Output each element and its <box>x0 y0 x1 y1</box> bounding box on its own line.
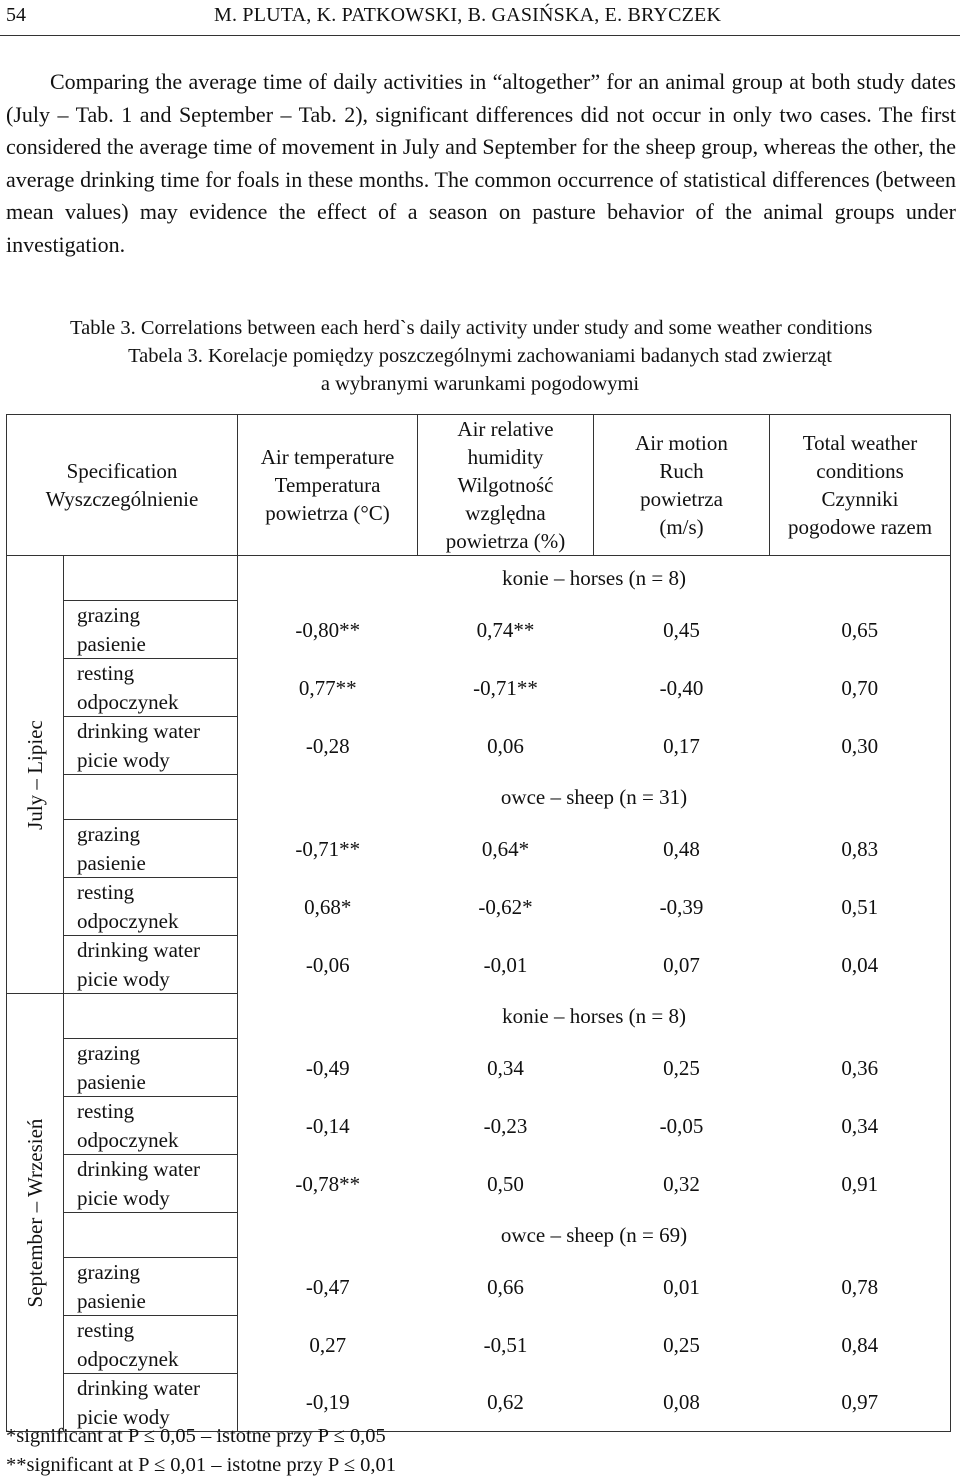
activity-cell <box>64 1258 238 1316</box>
table-row <box>7 717 951 775</box>
activity-blank-cell <box>64 1213 238 1258</box>
footnote-significant-005: *significant at P ≤ 0,05 – istotne przy P ≤ 0,05 <box>6 1425 386 1447</box>
activity-blank-cell <box>64 556 238 601</box>
header-air-humidity-line1: Air relative <box>457 417 554 441</box>
value-air-temperature: -0,28 <box>305 733 350 758</box>
header-air-humidity-line3: Wilgotność <box>457 473 554 497</box>
value-air-humidity: -0,51 <box>483 1332 528 1357</box>
value-air-humidity: -0,62* <box>478 894 533 919</box>
activity-cell <box>64 1097 238 1155</box>
group-row <box>7 994 951 1039</box>
value-total-weather: 0,34 <box>841 1113 879 1138</box>
value-air-humidity: 0,74** <box>476 617 535 642</box>
header-air-motion-line3: powietrza <box>640 487 723 511</box>
value-air-motion: 0,25 <box>663 1055 700 1080</box>
table-row <box>7 1316 951 1374</box>
header-air-motion-line2: Ruch <box>659 459 704 483</box>
value-air-humidity: 0,34 <box>487 1055 524 1080</box>
value-total-weather: 0,70 <box>841 675 879 700</box>
value-air-motion: 0,25 <box>663 1332 700 1357</box>
value-air-humidity: 0,50 <box>487 1171 524 1196</box>
value-air-humidity: -0,23 <box>483 1113 528 1138</box>
value-total-weather: 0,84 <box>841 1332 879 1357</box>
value-air-temperature: -0,78** <box>295 1171 361 1196</box>
header-air-humidity-line2: humidity <box>467 445 544 469</box>
table-caption-polish-line2: a wybranymi warunkami pogodowymi <box>320 373 640 395</box>
header-rule <box>0 35 960 36</box>
activity-polish: picie wody <box>77 747 170 772</box>
header-air-motion-line1: Air motion <box>635 431 728 455</box>
header-air-temperature <box>238 415 418 556</box>
activity-polish: odpoczynek <box>77 908 179 933</box>
body-paragraph: Comparing the average time of daily activities in “altogether” for an animal group at both study dates (July – Tab. 1 and September – Tab. 2), significant differences did not occur in only two cases. The first considered the average time of movement in July and September for the sheep group, whereas the other, the average drinking time for foals in these months. The common occurrence of statistical differences (between mean values) may evidence the effect of a season on pasture behavior of the animal groups under investigation. <box>6 69 956 257</box>
value-air-humidity: 0,66 <box>487 1274 524 1299</box>
activity-english: resting <box>77 1099 135 1123</box>
header-air-humidity-line4: względna <box>465 501 546 525</box>
table-row <box>7 1155 951 1213</box>
activity-english: grazing <box>77 822 140 846</box>
period-label: July – Lipiec <box>23 719 47 830</box>
activity-polish: picie wody <box>77 966 170 991</box>
activity-polish: odpoczynek <box>77 689 179 714</box>
value-air-motion: 0,45 <box>663 617 700 642</box>
header-specification-en: Specification <box>66 459 178 483</box>
value-air-motion: 0,32 <box>663 1171 700 1196</box>
header-total-weather-line4: pogodowe razem <box>788 515 933 539</box>
table-row <box>7 1039 951 1097</box>
value-total-weather: 0,04 <box>841 952 879 977</box>
activity-polish: picie wody <box>77 1185 170 1210</box>
activity-english: resting <box>77 880 135 904</box>
group-label: owce – sheep (n = 31) <box>500 785 688 809</box>
header-specification <box>7 415 238 556</box>
activity-english: drinking water <box>77 1157 201 1181</box>
activity-cell <box>64 1316 238 1374</box>
value-air-temperature: -0,80** <box>295 617 361 642</box>
value-air-temperature: -0,14 <box>305 1113 350 1138</box>
activity-polish: pasienie <box>77 631 146 656</box>
correlation-table-body <box>7 415 951 1432</box>
header-specification-pl: Wyszczególnienie <box>45 487 199 511</box>
footnotes <box>6 1422 396 1479</box>
value-air-humidity: -0,71** <box>473 675 538 700</box>
page-header <box>0 0 960 40</box>
group-label: owce – sheep (n = 69) <box>500 1223 688 1247</box>
activity-polish: odpoczynek <box>77 1346 179 1371</box>
header-total-weather <box>770 415 951 556</box>
period-label: September – Wrzesień <box>23 1118 47 1307</box>
header-air-temperature-line1: Air temperature <box>260 445 395 469</box>
value-air-humidity: 0,62 <box>487 1390 524 1415</box>
value-air-humidity: -0,01 <box>483 952 528 977</box>
table-row <box>7 601 951 659</box>
value-air-temperature: 0,27 <box>309 1332 347 1357</box>
activity-english: grazing <box>77 1041 140 1065</box>
activity-english: grazing <box>77 1260 140 1284</box>
value-air-temperature: -0,47 <box>305 1274 350 1299</box>
activity-polish: pasienie <box>77 850 146 875</box>
activity-cell <box>64 601 238 659</box>
header-total-weather-line1: Total weather <box>802 431 918 455</box>
value-total-weather: 0,51 <box>841 894 879 919</box>
activity-english: grazing <box>77 603 140 627</box>
table-row <box>7 659 951 717</box>
value-total-weather: 0,97 <box>841 1390 879 1415</box>
activity-blank-cell <box>64 775 238 820</box>
activity-blank-cell <box>64 994 238 1039</box>
value-air-temperature: -0,06 <box>305 952 350 977</box>
table-caption-polish-line1: Tabela 3. Korelacje pomiędzy poszczególnymi zachowaniami badanych stad zwierząt <box>128 345 832 367</box>
activity-cell <box>64 878 238 936</box>
header-total-weather-line3: Czynniki <box>821 487 899 511</box>
value-air-temperature: 0,77** <box>298 675 357 700</box>
value-air-motion: 0,08 <box>663 1390 700 1415</box>
value-air-motion: -0,39 <box>659 894 704 919</box>
table-row <box>7 1097 951 1155</box>
activity-cell <box>64 820 238 878</box>
value-air-humidity: 0,06 <box>487 733 524 758</box>
table-row <box>7 1258 951 1316</box>
value-total-weather: 0,91 <box>841 1171 879 1196</box>
table-caption-polish <box>0 342 960 398</box>
activity-english: drinking water <box>77 719 201 743</box>
value-air-motion: -0,40 <box>659 675 704 700</box>
page-number: 54 <box>6 4 26 26</box>
activity-english: drinking water <box>77 938 201 962</box>
value-air-temperature: -0,19 <box>305 1390 350 1415</box>
footnote-significant-001: **significant at P ≤ 0,01 – istotne przy P ≤ 0,01 <box>6 1453 396 1476</box>
correlation-table <box>6 414 951 1432</box>
value-air-motion: 0,48 <box>663 836 700 861</box>
value-air-motion: 0,17 <box>663 733 700 758</box>
value-air-motion: -0,05 <box>659 1113 704 1138</box>
activity-polish: pasienie <box>77 1288 146 1313</box>
value-air-temperature: -0,71** <box>295 836 361 861</box>
header-air-temperature-line3: powietrza (°C) <box>265 501 390 525</box>
header-air-humidity <box>418 415 594 556</box>
table-row <box>7 936 951 994</box>
value-total-weather: 0,83 <box>841 836 879 861</box>
activity-polish: pasienie <box>77 1069 146 1094</box>
value-air-humidity: 0,64* <box>481 836 530 861</box>
value-total-weather: 0,65 <box>841 617 879 642</box>
activity-english: resting <box>77 1318 135 1342</box>
value-air-motion: 0,01 <box>663 1274 700 1299</box>
header-total-weather-line2: conditions <box>816 459 904 483</box>
activity-english: resting <box>77 661 135 685</box>
group-label: konie – horses (n = 8) <box>502 566 686 591</box>
activity-english: drinking water <box>77 1376 201 1400</box>
table-caption-english: Table 3. Correlations between each herd`s daily activity under study and some weather conditions <box>70 317 873 339</box>
activity-cell <box>64 1155 238 1213</box>
value-total-weather: 0,30 <box>841 733 879 758</box>
group-row <box>7 1213 951 1258</box>
group-row <box>7 775 951 820</box>
group-label: konie – horses (n = 8) <box>502 1004 686 1028</box>
period-cell <box>7 994 64 1432</box>
value-air-temperature: -0,49 <box>305 1055 350 1080</box>
table-row <box>7 820 951 878</box>
header-air-motion-line4: (m/s) <box>659 515 704 539</box>
header-air-motion <box>594 415 770 556</box>
activity-cell <box>64 659 238 717</box>
activity-polish: odpoczynek <box>77 1127 179 1152</box>
value-air-temperature: 0,68* <box>304 894 352 919</box>
running-head: M. PLUTA, K. PATKOWSKI, B. GASIŃSKA, E. BRYCZEK <box>214 4 722 26</box>
period-cell <box>7 556 64 994</box>
activity-polish: picie wody <box>77 1404 170 1429</box>
activity-cell <box>64 936 238 994</box>
value-total-weather: 0,36 <box>841 1055 879 1080</box>
activity-cell <box>64 717 238 775</box>
value-total-weather: 0,78 <box>841 1274 879 1299</box>
activity-cell <box>64 1039 238 1097</box>
table-header-row <box>7 415 951 556</box>
value-air-motion: 0,07 <box>663 952 700 977</box>
table-row <box>7 878 951 936</box>
header-air-humidity-line5: powietrza (%) <box>445 529 566 553</box>
group-row <box>7 556 951 601</box>
header-air-temperature-line2: Temperatura <box>274 473 381 497</box>
